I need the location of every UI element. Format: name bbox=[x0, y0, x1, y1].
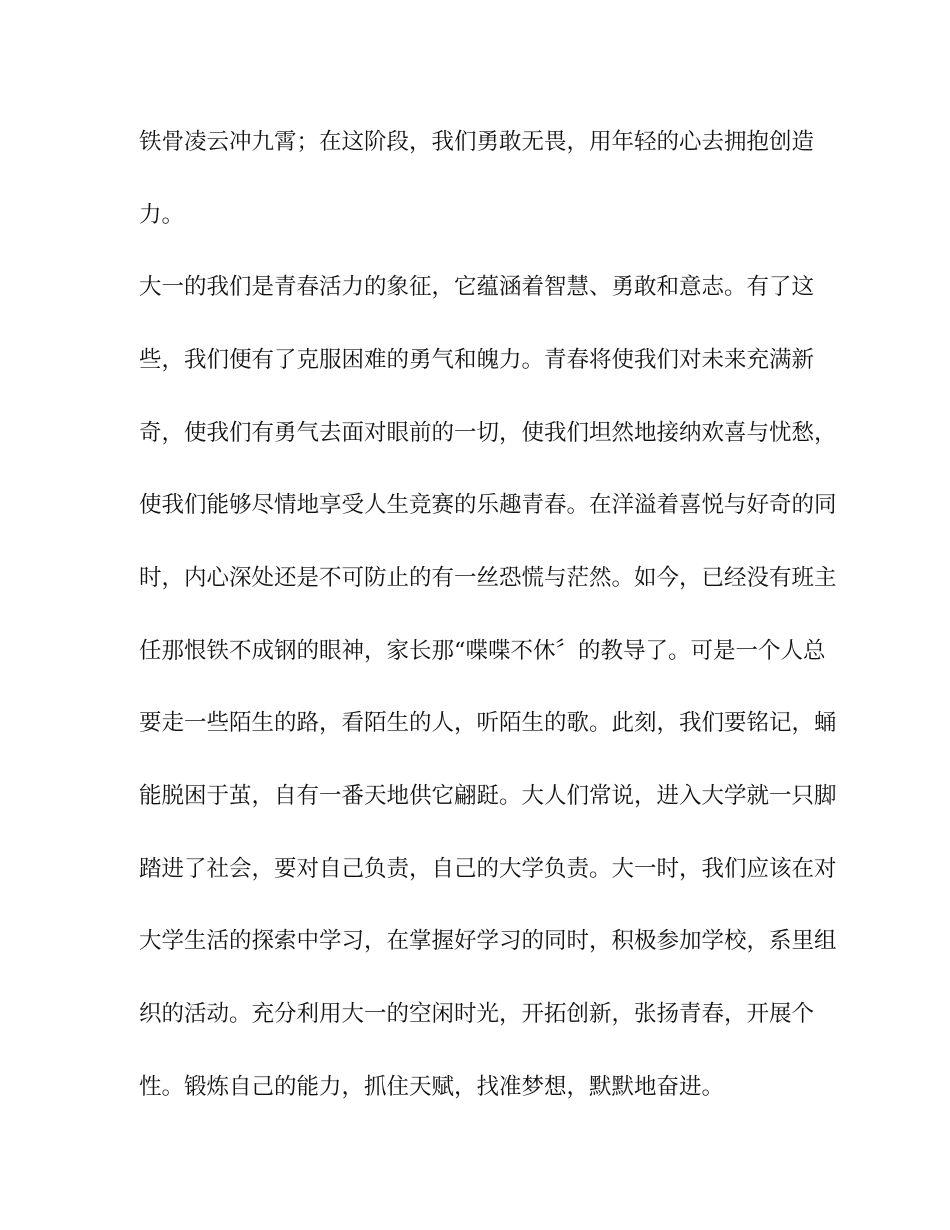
text-line: 踏进了社会，要对自己负责，自己的大学负责。大一时，我们应该在对 bbox=[139, 856, 837, 882]
text-line: 能脱困于茧，自有一番天地供它翩跹。大人们常说，进入大学就一只脚 bbox=[139, 783, 837, 809]
text-line: 要走一些陌生的路，看陌生的人，听陌生的歌。此刻，我们要铭记，蛹 bbox=[139, 710, 837, 736]
text-line: 任那恨铁不成钢的眼神，家长那“喋喋不休〞的教导了。可是一个人总 bbox=[139, 638, 826, 664]
text-line: 大学生活的探索中学习，在掌握好学习的同时，积极参加学校，系里组 bbox=[139, 928, 837, 954]
text-line: 铁骨凌云冲九霄；在这阶段，我们勇敢无畏，用年轻的心去拥抱创造 bbox=[139, 129, 815, 155]
text-line: 织的活动。充分利用大一的空闲时光，开拓创新，张扬青春，开展个 bbox=[139, 1001, 815, 1027]
text-line: 奇，使我们有勇气去面对眼前的一切，使我们坦然地接纳欢喜与忧愁， bbox=[139, 420, 837, 446]
text-line: 些，我们便有了克服困难的勇气和魄力。青春将使我们对未来充满新 bbox=[139, 347, 815, 373]
text-line: 性。锻炼自己的能力，抓住天赋，找准梦想，默默地奋进。 bbox=[139, 1074, 725, 1100]
text-line: 使我们能够尽情地享受人生竞赛的乐趣青春。在洋溢着喜悦与好奇的同 bbox=[139, 492, 837, 518]
text-line: 时，内心深处还是不可防止的有一丝恐慌与茫然。如今，已经没有班主 bbox=[139, 565, 837, 591]
text-line: 力。 bbox=[139, 202, 185, 228]
text-line: 大一的我们是青春活力的象征，它蕴涵着智慧、勇敢和意志。有了这 bbox=[139, 274, 815, 300]
